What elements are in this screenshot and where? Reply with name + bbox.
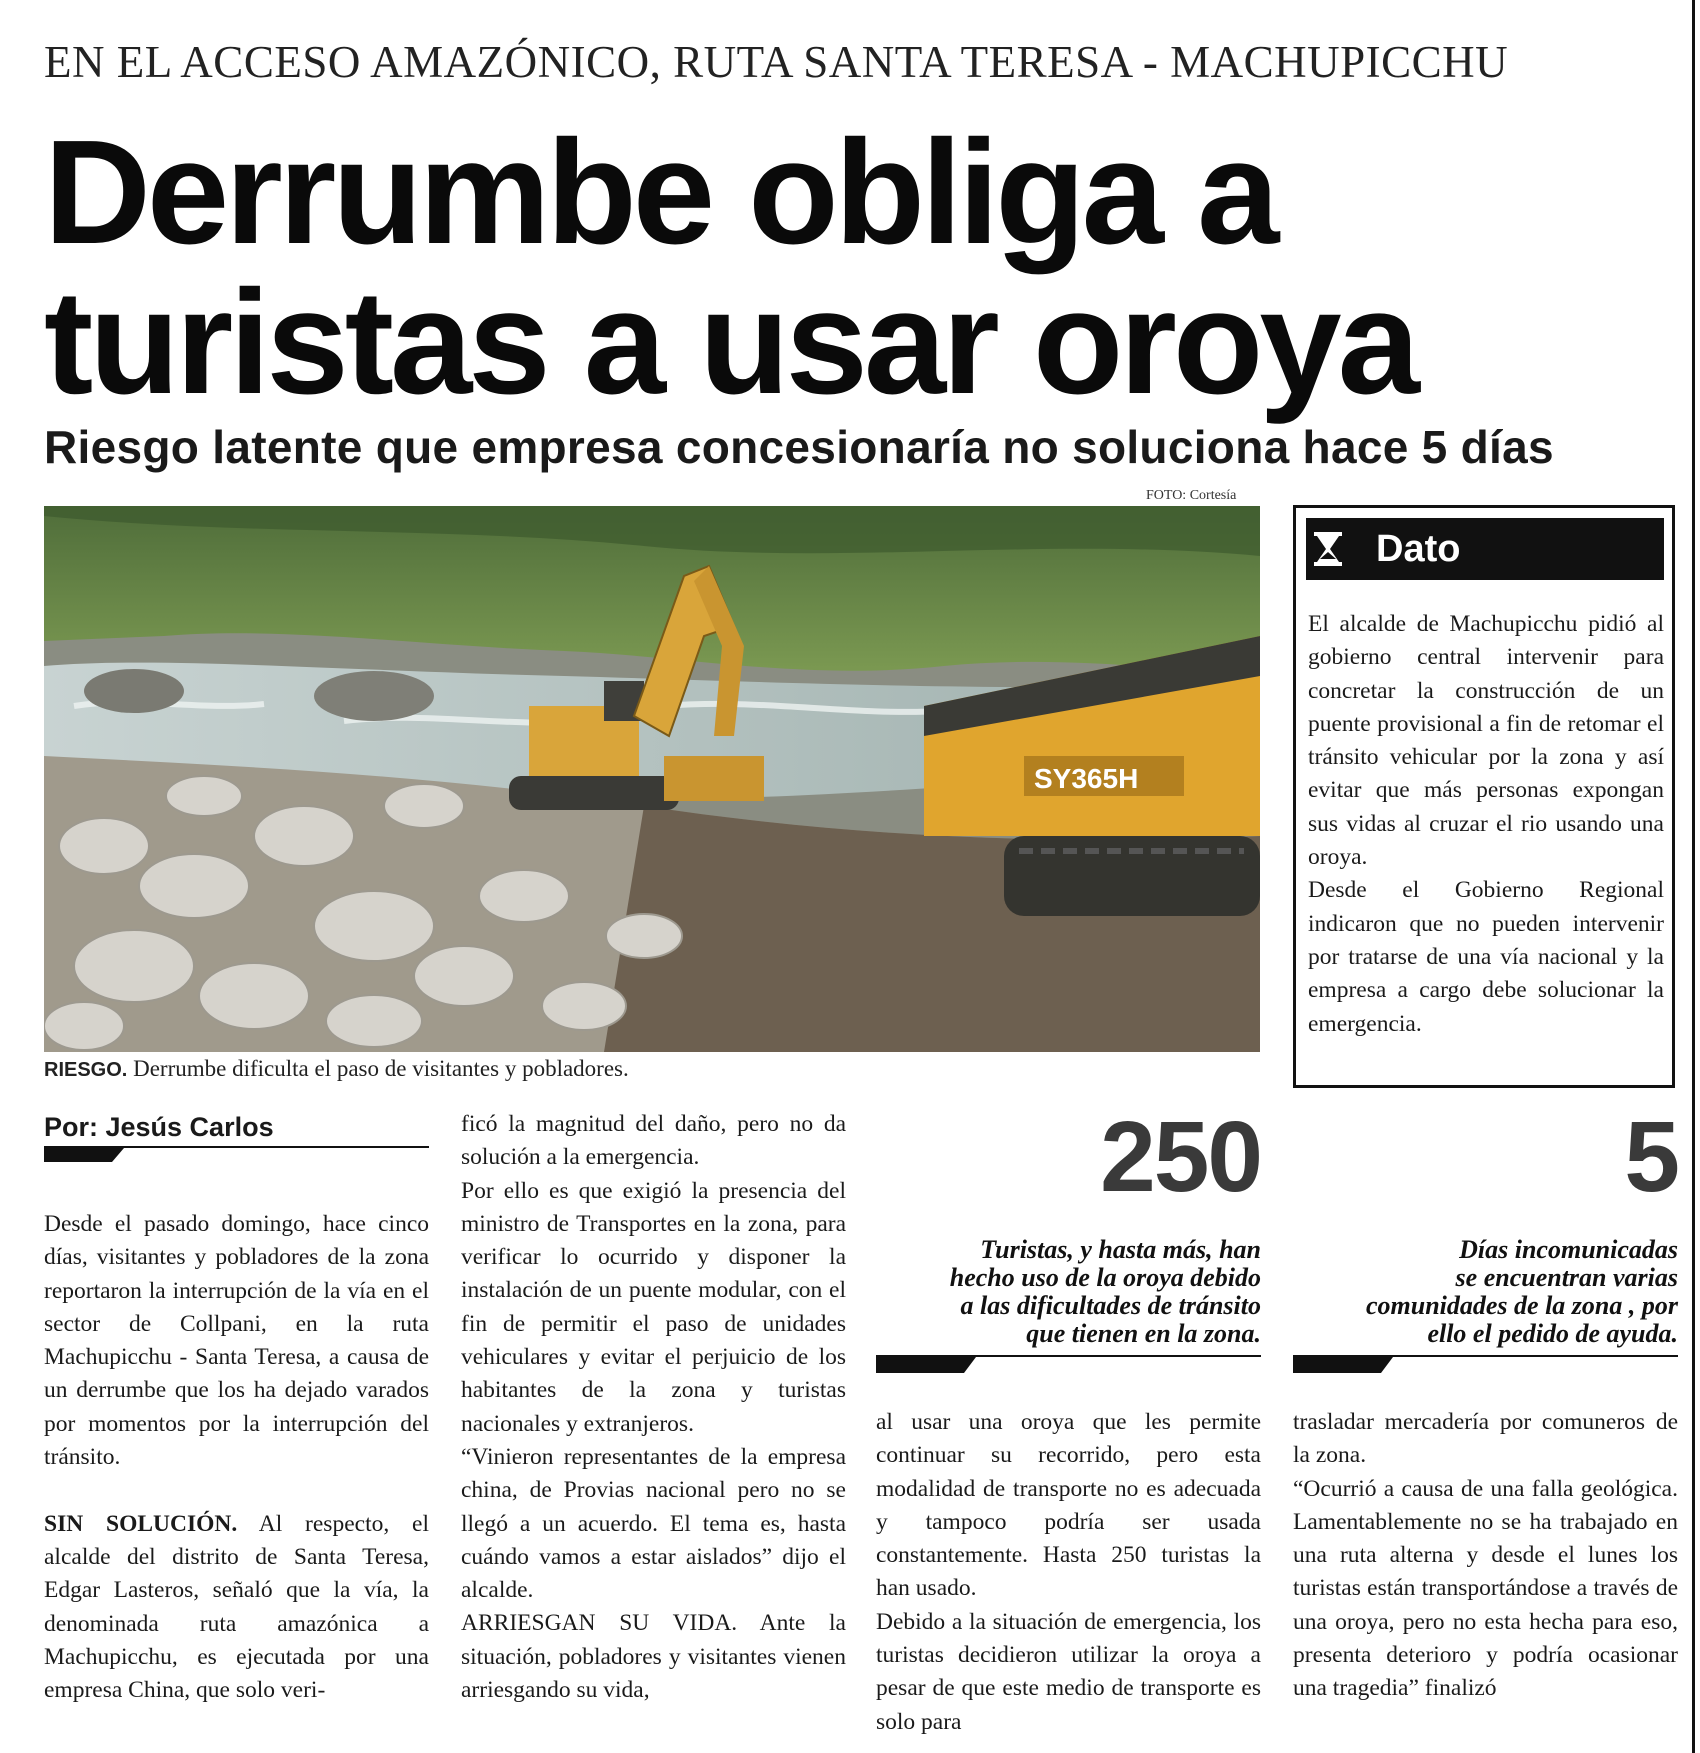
- headline-line-1: Derrumbe obliga a: [44, 110, 1276, 275]
- dato-text: [1308, 608, 1664, 1041]
- article-column-2: [461, 1108, 846, 1707]
- headline-line-2: turistas a usar oroya: [44, 260, 1416, 425]
- article-column-1: [44, 1208, 429, 1707]
- photo-caption: [44, 1056, 629, 1082]
- article-paragraph: Debido a la situación de emergencia, los turistas decidieron utilizar la oroya a pesar de que este medio de transporte es solo para: [876, 1608, 1261, 1735]
- article-paragraph: ficó la magnitud del daño, pero no da solución a la emergencia.: [461, 1111, 846, 1171]
- stat-text-days: Días incomunicadas se encuentran varias comunidades de la zona , por ello el pedido de ayuda.: [1365, 1235, 1678, 1348]
- caption-text: Derrumbe dificulta el paso de visitantes y pobladores.: [127, 1056, 629, 1081]
- article-column-3: [876, 1406, 1261, 1739]
- photo-credit: FOTO: Cortesía: [1146, 488, 1237, 503]
- stat-bar: [1293, 1357, 1393, 1373]
- stat-bar: [876, 1357, 976, 1373]
- article-paragraph: “Vinieron representantes de la empresa china, de Provias nacional pero no se llegó a un acuerdo. El tema es, hasta cuándo vamos a estar aislados” dijo el alcalde.: [461, 1443, 846, 1604]
- byline-bar: [44, 1148, 124, 1162]
- article-paragraph: Desde el pasado domingo, hace cinco días, visitantes y pobladores de la zona reportaron la interrupción de la vía en el sector de Collpani, en la ruta Machupicchu - Santa Teresa, a causa de un derrumbe que los ha dejado varados por momentos por la interrupción del tránsito.: [44, 1211, 429, 1471]
- byline: Por: Jesús Carlos: [44, 1112, 274, 1142]
- kicker: EN EL ACCESO AMAZÓNICO, RUTA SANTA TERESA - MACHUPICCHU: [44, 37, 1509, 87]
- subhead-sin-solucion: SIN SOLUCIÓN.: [44, 1510, 238, 1537]
- stat-number-days: 5: [1624, 1101, 1678, 1213]
- landslide-excavator-illustration: [44, 506, 1260, 1052]
- article-paragraph: Por ello es que exigió la presencia del ministro de Transportes en la zona, para verificar lo ocurrido y disponer la instalación de un puente modular, con el fin de permitir el paso de unidades vehiculares y evitar el perjuicio de los habitantes de la zona y turistas nacionales y extranjeros.: [461, 1177, 846, 1437]
- page-edge-rule: [1692, 0, 1695, 1753]
- dato-header-bar: [1306, 518, 1664, 580]
- stat-text-tourists: Turistas, y hasta más, han hecho uso de la oroya debido a las dificultades de tránsito que tienen en la zona.: [949, 1235, 1261, 1348]
- hourglass-icon: [1306, 518, 1350, 580]
- article-paragraph: trasladar mercadería por comuneros de la zona.: [1293, 1409, 1678, 1469]
- stat-rule: [1293, 1355, 1678, 1357]
- article-paragraph: SIN SOLUCIÓN. Al respecto, el alcalde del distrito de Santa Teresa, Edgar Lasteros, señaló que la vía, la denominada ruta amazónica a Machupicchu, es ejecutada por una empresa China, que solo veri-: [44, 1510, 429, 1704]
- stat-rule: [876, 1355, 1261, 1357]
- article-column-4: [1293, 1406, 1678, 1706]
- article-paragraph: al usar una oroya que les permite continuar su recorrido, pero esta modalidad de transporte no es adecuada y tampoco podría ser usada constantemente. Hasta 250 turistas la han usado.: [876, 1409, 1261, 1602]
- headline: [44, 110, 1416, 425]
- article-paragraph: ARRIESGAN SU VIDA. Ante la situación, pobladores y visitantes vienen arriesgando su vida,: [461, 1610, 846, 1704]
- byline-rule: [44, 1146, 429, 1148]
- news-photo: [44, 506, 1260, 1052]
- article-paragraph: “Ocurrió a causa de una falla geológica. Lamentablemente no se ha trabajado en una ruta alterna y desde el lunes los turistas están transportándose a través de una oroya, pero no esta hecha para eso, presenta deterioro y podría ocasionar una tragedia” finalizó: [1293, 1475, 1678, 1702]
- caption-lead: RIESGO.: [44, 1059, 128, 1081]
- deck: Riesgo latente que empresa concesionaría no soluciona hace 5 días: [44, 421, 1554, 473]
- dato-paragraph: Desde el Gobierno Regional indicaron que no pueden intervenir por tratarse de una vía nacional y la empresa a cargo debe solucionar la emergencia.: [1308, 877, 1664, 1037]
- stat-number-tourists: 250: [1100, 1101, 1261, 1213]
- machine-label: SY365H: [1034, 763, 1139, 794]
- dato-title: Dato: [1376, 528, 1461, 570]
- dato-paragraph: El alcalde de Machupicchu pidió al gobierno central intervenir para concretar la construcción de un puente provisional a fin de retomar el tránsito vehicular por la zona y así evitar que más personas expongan sus vidas al cruzar el rio usando una oroya.: [1308, 611, 1664, 871]
